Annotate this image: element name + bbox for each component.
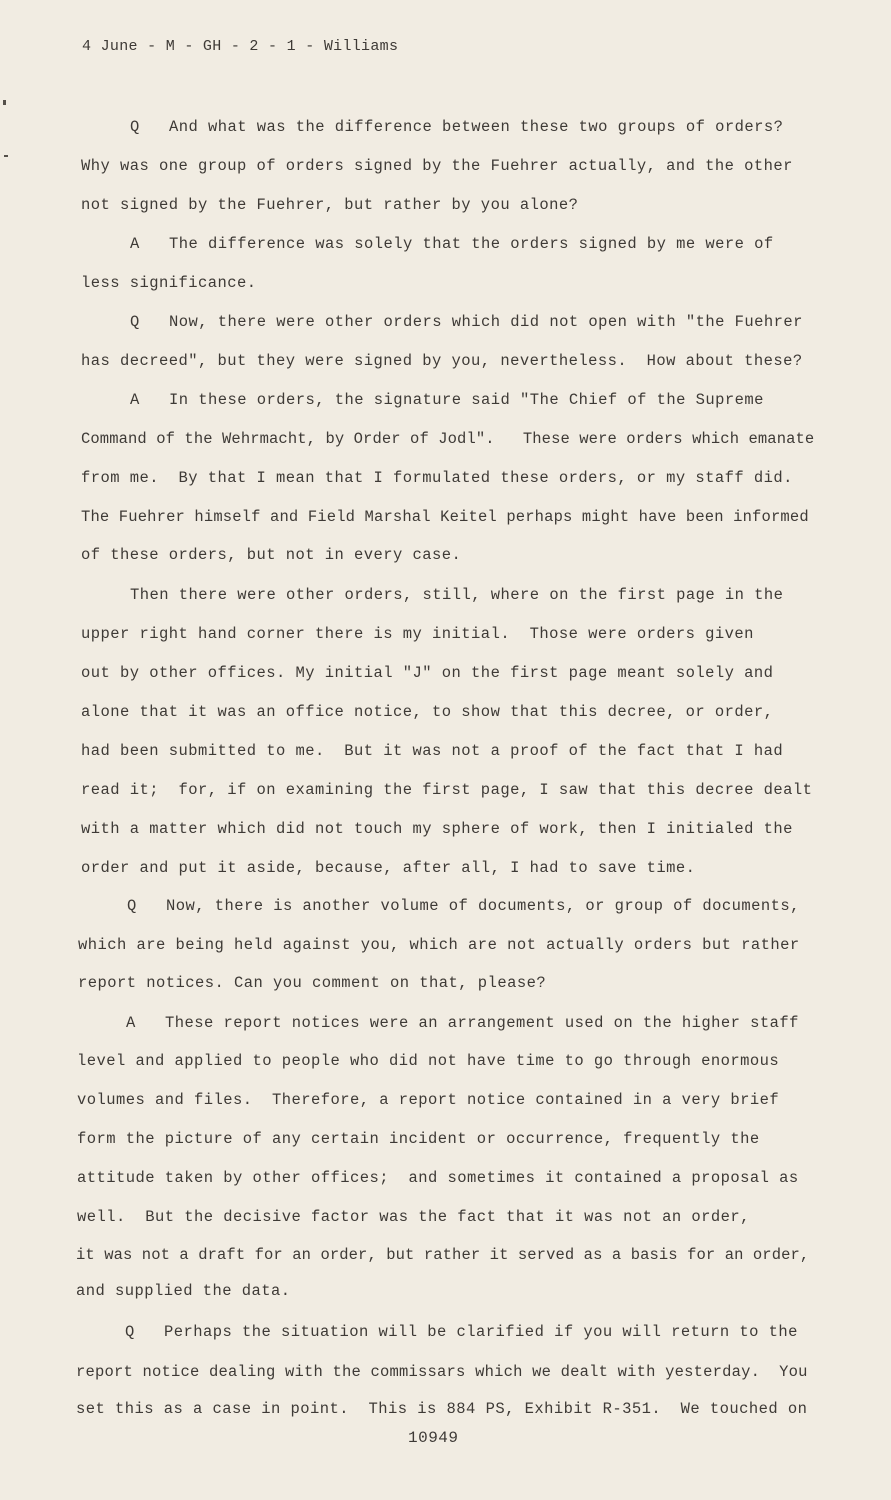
text-line: out by other offices. My initial "J" on the first page meant solely and [81, 664, 774, 682]
text-line: less significance. [81, 274, 257, 292]
text-line: Q Perhaps the situation will be clarified if you will return to the [125, 1323, 798, 1341]
text-line: level and applied to people who did not have time to go through enormous [77, 1052, 780, 1070]
text-line: Q Now, there is another volume of documents, or group of documents, [127, 897, 800, 915]
text-line: attitude taken by other offices; and sometimes it contained a proposal as [77, 1169, 799, 1187]
text-line: A In these orders, the signature said "The Chief of the Supreme [130, 391, 764, 409]
text-line: Command of the Wehrmacht, by Order of Jodl". These were orders which emanate [81, 430, 815, 448]
text-line: has decreed", but they were signed by you, nevertheless. How about these? [81, 352, 803, 370]
page-number: 10949 [408, 1429, 459, 1447]
text-line: upper right hand corner there is my initial. Those were orders given [81, 625, 754, 643]
text-line: Why was one group of orders signed by the Fuehrer actually, and the other [81, 157, 793, 175]
text-line: alone that it was an office notice, to show that this decree, or order, [81, 703, 774, 721]
text-line: read it; for, if on examining the first page, I saw that this decree dealt [81, 781, 813, 799]
text-line: report notices. Can you comment on that, please? [78, 974, 547, 992]
margin-mark [4, 155, 8, 157]
text-line: Then there were other orders, still, where on the first page in the [130, 586, 784, 604]
text-line: which are being held against you, which are not actually orders but rather [78, 936, 800, 954]
text-line: The Fuehrer himself and Field Marshal Keitel perhaps might have been informed [81, 508, 809, 526]
text-line: order and put it aside, because, after all, I had to save time. [81, 859, 696, 877]
text-line: A These report notices were an arrangement used on the higher staff [126, 1014, 799, 1032]
text-line: not signed by the Fuehrer, but rather by you alone? [81, 196, 579, 214]
text-line: report notice dealing with the commissars which we dealt with yesterday. You [76, 1363, 808, 1381]
text-line: and supplied the data. [76, 1282, 291, 1300]
text-line: of these orders, but not in every case. [81, 546, 462, 564]
text-line: had been submitted to me. But it was not a proof of the fact that I had [81, 742, 784, 760]
page-header: 4 June - M - GH - 2 - 1 - Williams [82, 38, 399, 55]
text-line: Q And what was the difference between these two groups of orders? [130, 118, 784, 136]
text-line: A The difference was solely that the orders signed by me were of [130, 235, 774, 253]
text-line: volumes and files. Therefore, a report notice contained in a very brief [77, 1091, 780, 1109]
margin-mark [3, 100, 6, 105]
text-line: it was not a draft for an order, but rather it served as a basis for an order, [76, 1246, 810, 1264]
text-line: Q Now, there were other orders which did not open with "the Fuehrer [130, 313, 803, 331]
text-line: from me. By that I mean that I formulated these orders, or my staff did. [81, 469, 793, 487]
text-line: set this as a case in point. This is 884 PS, Exhibit R-351. We touched on [76, 1400, 808, 1418]
text-line: well. But the decisive factor was the fact that it was not an order, [77, 1208, 750, 1226]
text-line: with a matter which did not touch my sphere of work, then I initialed the [81, 820, 793, 838]
text-line: form the picture of any certain incident or occurrence, frequently the [77, 1130, 760, 1148]
